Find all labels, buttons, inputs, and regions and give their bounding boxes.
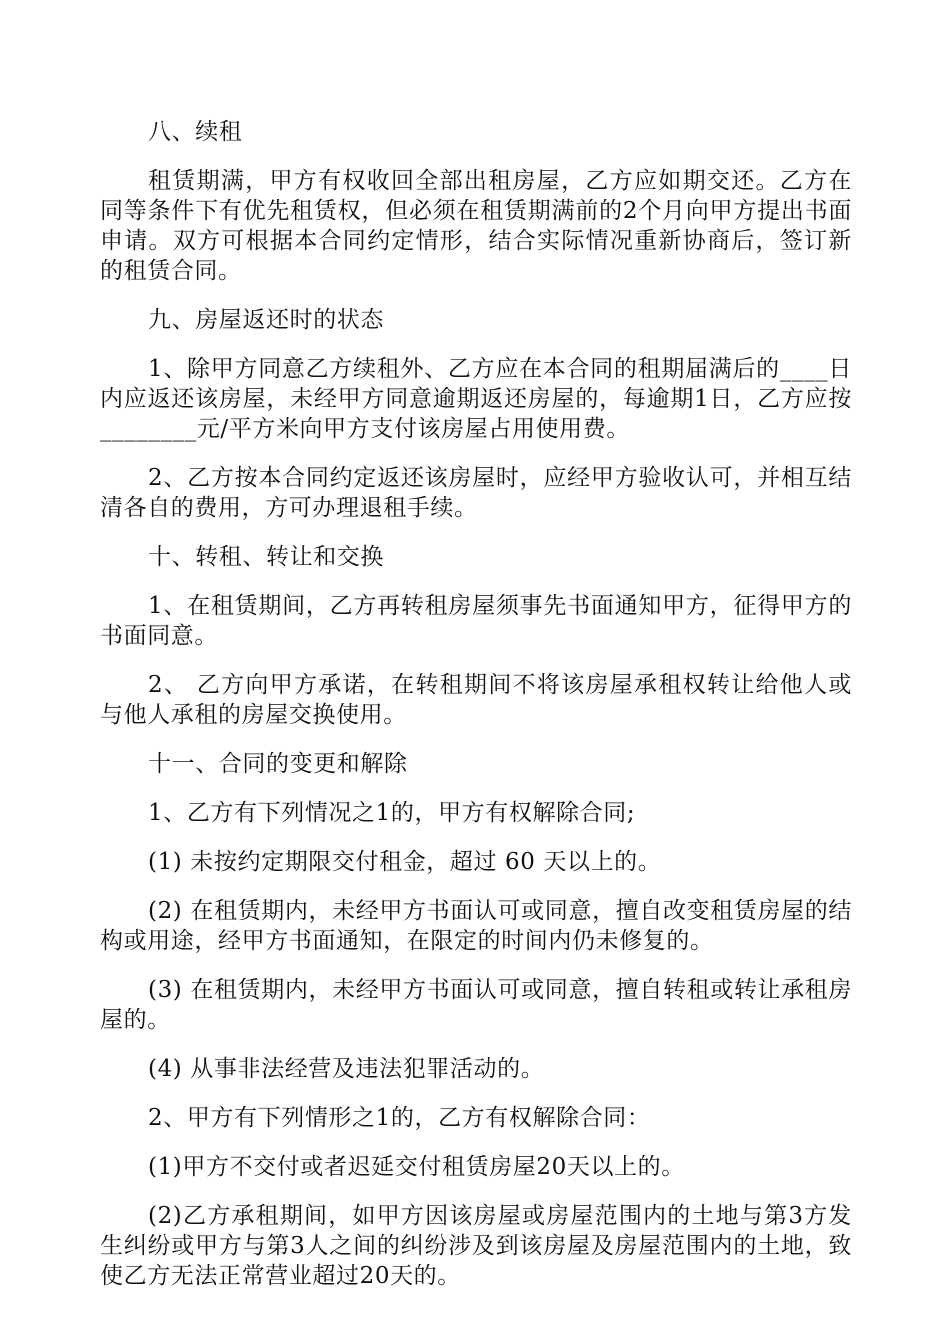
section-heading-sublease: 十、转租、转让和交换 bbox=[148, 544, 384, 570]
paragraph: 2、甲方有下列情形之1的，乙方有权解除合同： bbox=[148, 1105, 651, 1131]
list-item: (1) 未按约定期限交付租金，超过 60 天以上的。 bbox=[148, 849, 662, 875]
section-heading-termination: 十一、合同的变更和解除 bbox=[148, 751, 408, 777]
document-body bbox=[100, 117, 852, 1310]
section-heading-return-state: 九、房屋返还时的状态 bbox=[148, 307, 384, 333]
paragraph: 租赁期满，甲方有权收回全部出租房屋，乙方应如期交还。乙方在同等条件下有优先租赁权，但必须在租赁期满前的2个月向甲方提出书面申请。双方可根据本合同约定情形，结合实际情况重新协商后，签订新的租赁合同。 bbox=[100, 168, 852, 284]
paragraph: 1、在租赁期间，乙方再转租房屋须事先书面通知甲方，征得甲方的书面同意。 bbox=[100, 593, 852, 649]
list-item: (4) 从事非法经营及违法犯罪活动的。 bbox=[148, 1056, 545, 1082]
list-item: (3) 在租赁期内，未经甲方书面认可或同意，擅自转租或转让承租房屋的。 bbox=[100, 977, 852, 1033]
section-heading-renewal: 八、续租 bbox=[148, 119, 243, 145]
paragraph: 1、乙方有下列情况之1的，甲方有权解除合同; bbox=[148, 800, 636, 826]
paragraph: 1、除甲方同意乙方续租外、乙方应在本合同的租期届满后的____日内应返还该房屋，未经甲方同意逾期返还房屋的，每逾期1日，乙方应按________元/平方米向甲方支付该房屋占用使用费。 bbox=[100, 356, 852, 442]
paragraph: 2、乙方按本合同约定返还该房屋时，应经甲方验收认可，并相互结清各自的费用，方可办理退租手续。 bbox=[100, 465, 852, 521]
list-item: (2) 在租赁期内，未经甲方书面认可或同意，擅自改变租赁房屋的结构或用途，经甲方书面通知，在限定的时间内仍未修复的。 bbox=[100, 898, 852, 954]
list-item: (2)乙方承租期间，如甲方因该房屋或房屋范围内的土地与第3方发生纠纷或甲方与第3人之间的纠纷涉及到该房屋及房屋范围内的土地，致使乙方无法正常营业超过20天的。 bbox=[100, 1203, 852, 1289]
list-item: (1)甲方不交付或者迟延交付租赁房屋20天以上的。 bbox=[148, 1154, 685, 1180]
paragraph: 2、 乙方向甲方承诺，在转租期间不将该房屋承租权转让给他人或与他人承租的房屋交换使用。 bbox=[100, 672, 852, 728]
